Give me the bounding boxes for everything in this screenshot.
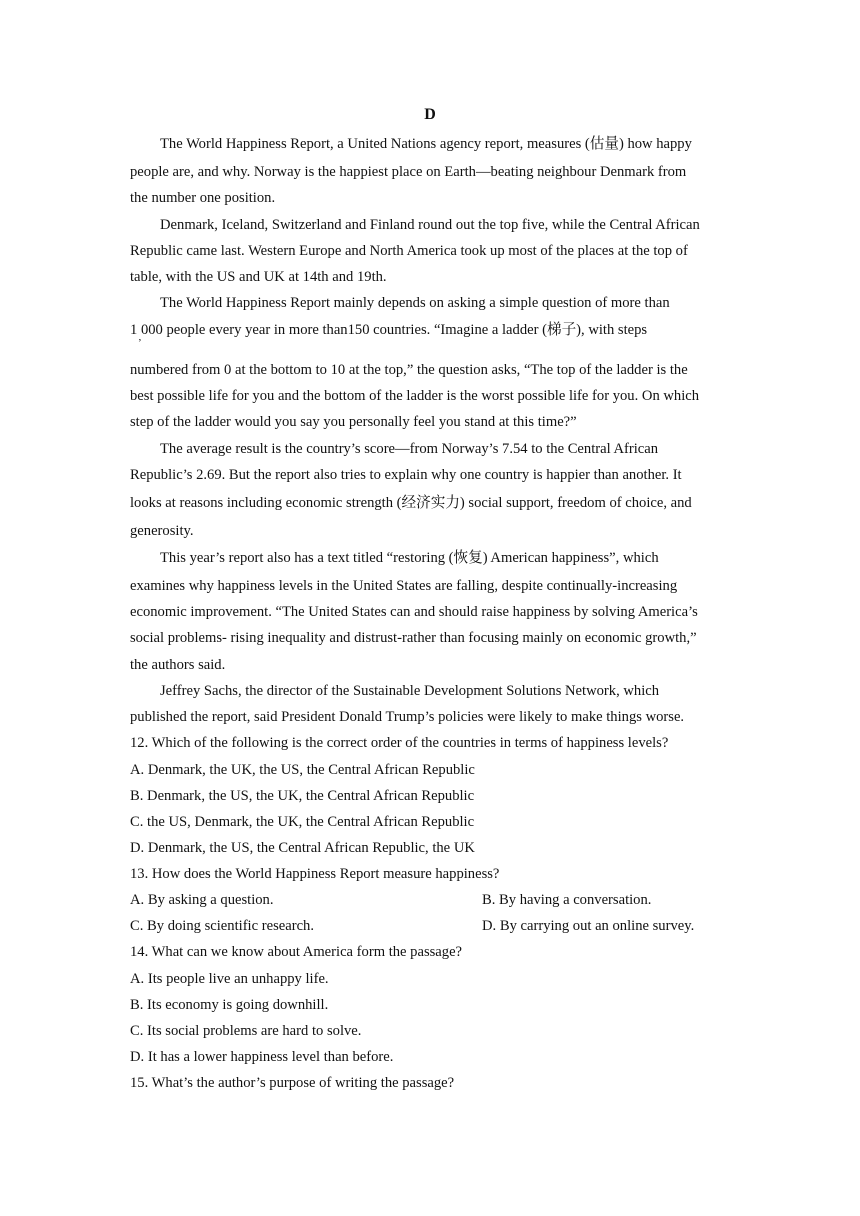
passage-line: economic improvement. “The United States can and should raise happiness by solving America’s <box>130 604 698 620</box>
question-13-option-b: B. By having a conversation. <box>482 892 652 908</box>
passage-line: 1 000 people every year in more than150 countries. “Imagine a ladder (梯子), with steps <box>130 322 648 338</box>
passage-line: social problems- rising inequality and distrust-rather than focusing mainly on economic growth,” <box>130 630 697 646</box>
passage-line: numbered from 0 at the bottom to 10 at the top,” the question asks, “The top of the ladder is the <box>130 362 688 378</box>
stray-mark: ’ <box>138 337 142 349</box>
passage-line: The World Happiness Report mainly depends on asking a simple question of more than <box>160 295 670 311</box>
section-title: D <box>424 106 436 123</box>
passage-line: published the report, said President Donald Trump’s policies were likely to make things worse. <box>130 709 685 725</box>
passage-line: step of the ladder would you say you personally feel you stand at this time?” <box>130 414 577 430</box>
passage-line: looks at reasons including economic strength (经济实力) social support, freedom of choice, and <box>130 495 692 511</box>
passage-line: The World Happiness Report, a United Nations agency report, measures (估量) how happy <box>160 136 692 152</box>
question-13-option-c: C. By doing scientific research. <box>130 918 314 934</box>
passage-line: Republic came last. Western Europe and North America took up most of the places at the top of <box>130 243 688 259</box>
passage-line: generosity. <box>130 523 194 539</box>
question-12-option-d: D. Denmark, the US, the Central African Republic, the UK <box>130 840 475 856</box>
passage-line: Republic’s 2.69. But the report also tries to explain why one country is happier than another. It <box>130 467 682 483</box>
passage-line: This year’s report also has a text titled “restoring (恢复) American happiness”, which <box>160 550 659 566</box>
passage-line: Jeffrey Sachs, the director of the Sustainable Development Solutions Network, which <box>160 683 660 699</box>
passage-line: examines why happiness levels in the United States are falling, despite continually-increasing <box>130 578 678 594</box>
question-12-stem: 12. Which of the following is the correct order of the countries in terms of happiness levels? <box>130 735 669 751</box>
question-12-option-a: A. Denmark, the UK, the US, the Central African Republic <box>130 762 475 778</box>
question-13-option-d: D. By carrying out an online survey. <box>482 918 695 934</box>
question-13-option-a: A. By asking a question. <box>130 892 274 908</box>
question-14-option-d: D. It has a lower happiness level than before. <box>130 1049 394 1065</box>
question-15-stem: 15. What’s the author’s purpose of writing the passage? <box>130 1075 455 1091</box>
passage-line: people are, and why. Norway is the happiest place on Earth—beating neighbour Denmark from <box>130 164 687 180</box>
question-12-option-c: C. the US, Denmark, the UK, the Central African Republic <box>130 814 475 830</box>
passage-line: the authors said. <box>130 657 226 673</box>
question-14-option-c: C. Its social problems are hard to solve. <box>130 1023 362 1039</box>
passage-line: The average result is the country’s score—from Norway’s 7.54 to the Central African <box>160 441 659 457</box>
question-14-stem: 14. What can we know about America form the passage? <box>130 944 463 960</box>
question-13-stem: 13. How does the World Happiness Report measure happiness? <box>130 866 500 882</box>
passage-line: best possible life for you and the bottom of the ladder is the worst possible life for you. On which <box>130 388 700 404</box>
passage-line: table, with the US and UK at 14th and 19th. <box>130 269 387 285</box>
passage-line: Denmark, Iceland, Switzerland and Finland round out the top five, while the Central African <box>160 217 700 233</box>
question-14-option-b: B. Its economy is going downhill. <box>130 997 329 1013</box>
question-12-option-b: B. Denmark, the US, the UK, the Central African Republic <box>130 788 475 804</box>
passage-line: the number one position. <box>130 190 276 206</box>
question-14-option-a: A. Its people live an unhappy life. <box>130 971 329 987</box>
